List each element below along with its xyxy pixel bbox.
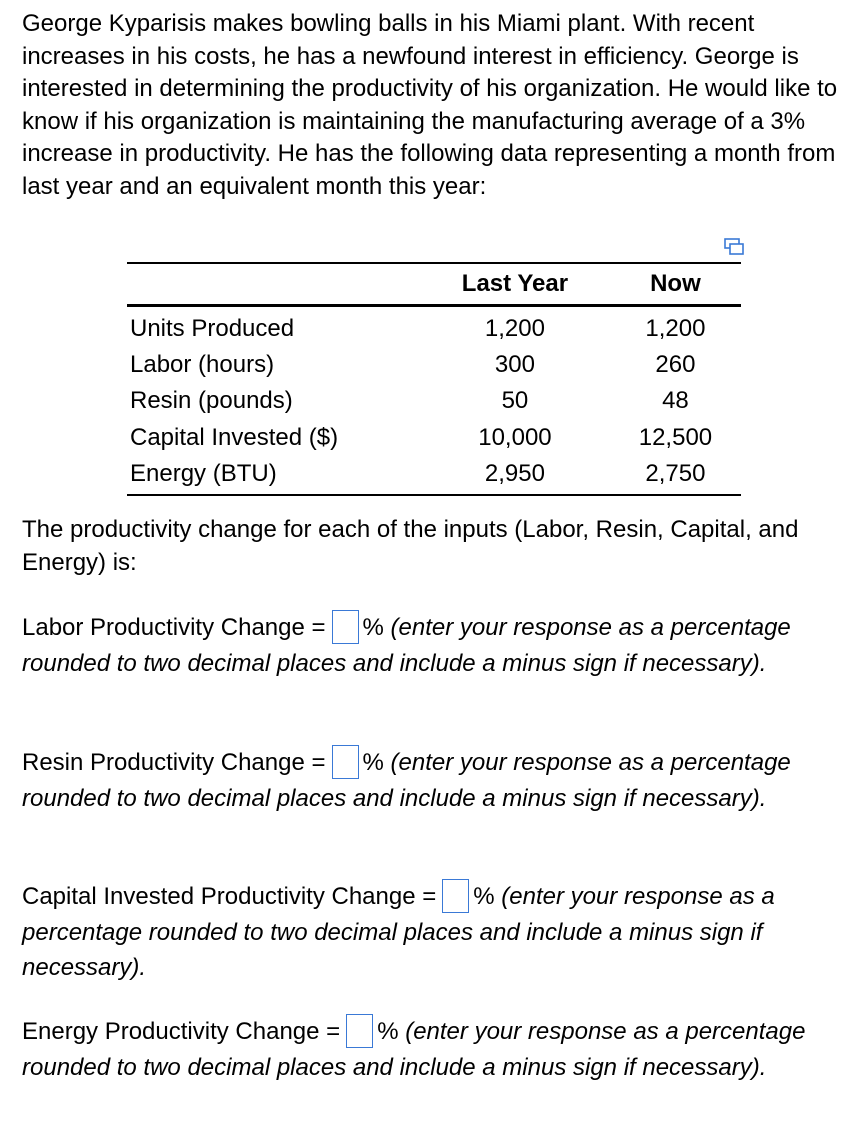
row-last-year: 10,000 [478, 423, 552, 451]
resin-answer-input[interactable] [332, 745, 359, 779]
table-header-row [127, 263, 741, 306]
row-label: Resin (pounds) [130, 387, 293, 415]
labor-instruction: (enter your response as a percentage rounded to two decimal places and include a minus sign if necessary). [22, 614, 791, 677]
data-table [127, 262, 741, 496]
labor-unit: % [362, 614, 384, 641]
resin-unit: % [362, 749, 384, 776]
table-row [127, 347, 741, 383]
energy-question [22, 1014, 852, 1085]
table-row [127, 456, 741, 495]
resin-question [22, 745, 852, 816]
problem-intro: George Kyparisis makes bowling balls in his Miami plant. With recent increases in his costs, he has a newfound interest in efficiency. George is interested in determining the productivity of his organization. He would like to know if his organization is maintaining the manufacturing average of a 3% increase in productivity. He has the following data representing a month from last year and an equivalent month this year: [22, 10, 838, 200]
table-row [127, 383, 741, 419]
labor-answer-input[interactable] [332, 610, 359, 644]
table-header-last-year: Last Year [420, 263, 610, 306]
row-last-year: 300 [494, 351, 535, 379]
labor-question [22, 610, 852, 681]
row-last-year: 1,200 [484, 315, 545, 343]
row-now: 1,200 [645, 315, 706, 343]
row-label: Energy (BTU) [127, 456, 420, 495]
capital-question [22, 879, 852, 985]
table-row [127, 420, 741, 456]
capital-answer-input[interactable] [442, 879, 469, 913]
capital-instruction: (enter your response as a percentage rounded to two decimal places and include a minus sign if necessary). [22, 883, 775, 981]
energy-instruction: (enter your response as a percentage rounded to two decimal places and include a minus sign if necessary). [22, 1018, 806, 1081]
resin-label: Resin Productivity Change = [22, 749, 326, 776]
row-now: 48 [662, 387, 689, 415]
row-last-year: 50 [501, 387, 529, 415]
row-label: Labor (hours) [130, 351, 275, 379]
row-last-year: 2,950 [420, 456, 610, 495]
capital-label: Capital Invested Productivity Change = [22, 883, 437, 910]
row-label: Units Produced [130, 315, 295, 343]
labor-label: Labor Productivity Change = [22, 614, 326, 641]
row-now: 2,750 [610, 456, 741, 495]
energy-label: Energy Productivity Change = [22, 1018, 341, 1045]
row-now: 12,500 [638, 423, 713, 451]
row-now: 260 [655, 351, 696, 379]
question-prompt: The productivity change for each of the inputs (Labor, Resin, Capital, and Energy) is: [22, 516, 799, 576]
table-row [127, 306, 741, 348]
resin-instruction: (enter your response as a percentage rounded to two decimal places and include a minus sign if necessary). [22, 749, 791, 812]
energy-unit: % [377, 1018, 399, 1045]
capital-unit: % [473, 883, 495, 910]
energy-answer-input[interactable] [346, 1014, 373, 1048]
copy-table-icon[interactable] [724, 238, 744, 256]
table-header-label [127, 263, 420, 306]
row-label: Capital Invested ($) [130, 423, 339, 451]
table-header-now: Now [610, 263, 741, 306]
